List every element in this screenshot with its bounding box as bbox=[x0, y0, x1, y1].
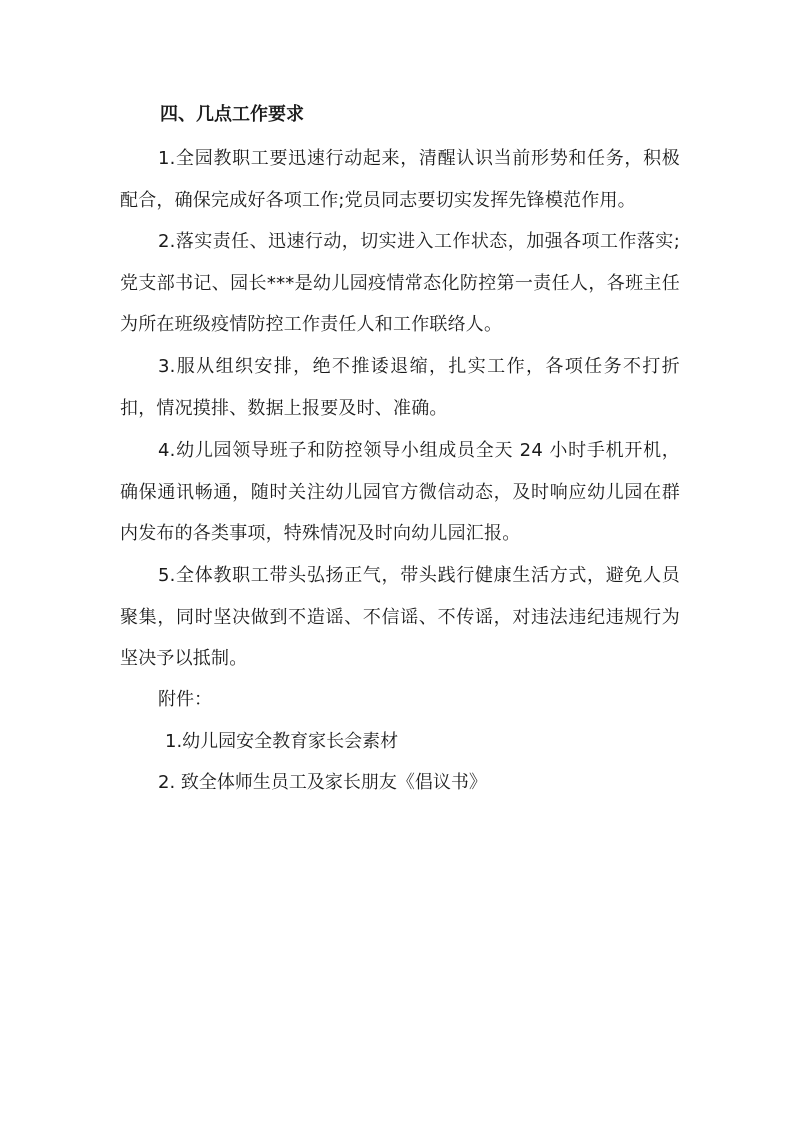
attachment-item-1: 1.幼儿园安全教育家长会素材 bbox=[165, 731, 399, 752]
attachment-item-2: 2. 致全体师生员工及家长朋友《倡议书》 bbox=[158, 772, 487, 793]
requirement-paragraph-1: 1.全园教职工要迅速行动起来，清醒认识当前形势和任务，积极配合，确保完成好各项工作;党员同志要切实发挥先锋模范作用。 bbox=[120, 148, 680, 211]
requirement-paragraph-5: 5.全体教职工带头弘扬正气，带头践行健康生活方式，避免人员聚集，同时坚决做到不造谣、不信谣、不传谣，对违法违纪违规行为坚决予以抵制。 bbox=[120, 565, 680, 669]
requirement-paragraph-3: 3.服从组织安排，绝不推诿退缩，扎实工作，各项任务不打折扣，情况摸排、数据上报要及时、准确。 bbox=[120, 356, 680, 419]
section-title: 四、几点工作要求 bbox=[160, 104, 304, 125]
requirement-paragraph-4: 4.幼儿园领导班子和防控领导小组成员全天 24 小时手机开机，确保通讯畅通，随时关注幼儿园官方微信动态，及时响应幼儿园在群内发布的各类事项，特殊情况及时向幼儿园汇报。 bbox=[120, 440, 680, 544]
requirement-paragraph-2: 2.落实责任、迅速行动，切实进入工作状态，加强各项工作落实;党支部书记、园长***是幼儿园疫情常态化防控第一责任人，各班主任为所在班级疫情防控工作责任人和工作联络人。 bbox=[120, 231, 680, 335]
attachments-label: 附件： bbox=[158, 689, 212, 710]
